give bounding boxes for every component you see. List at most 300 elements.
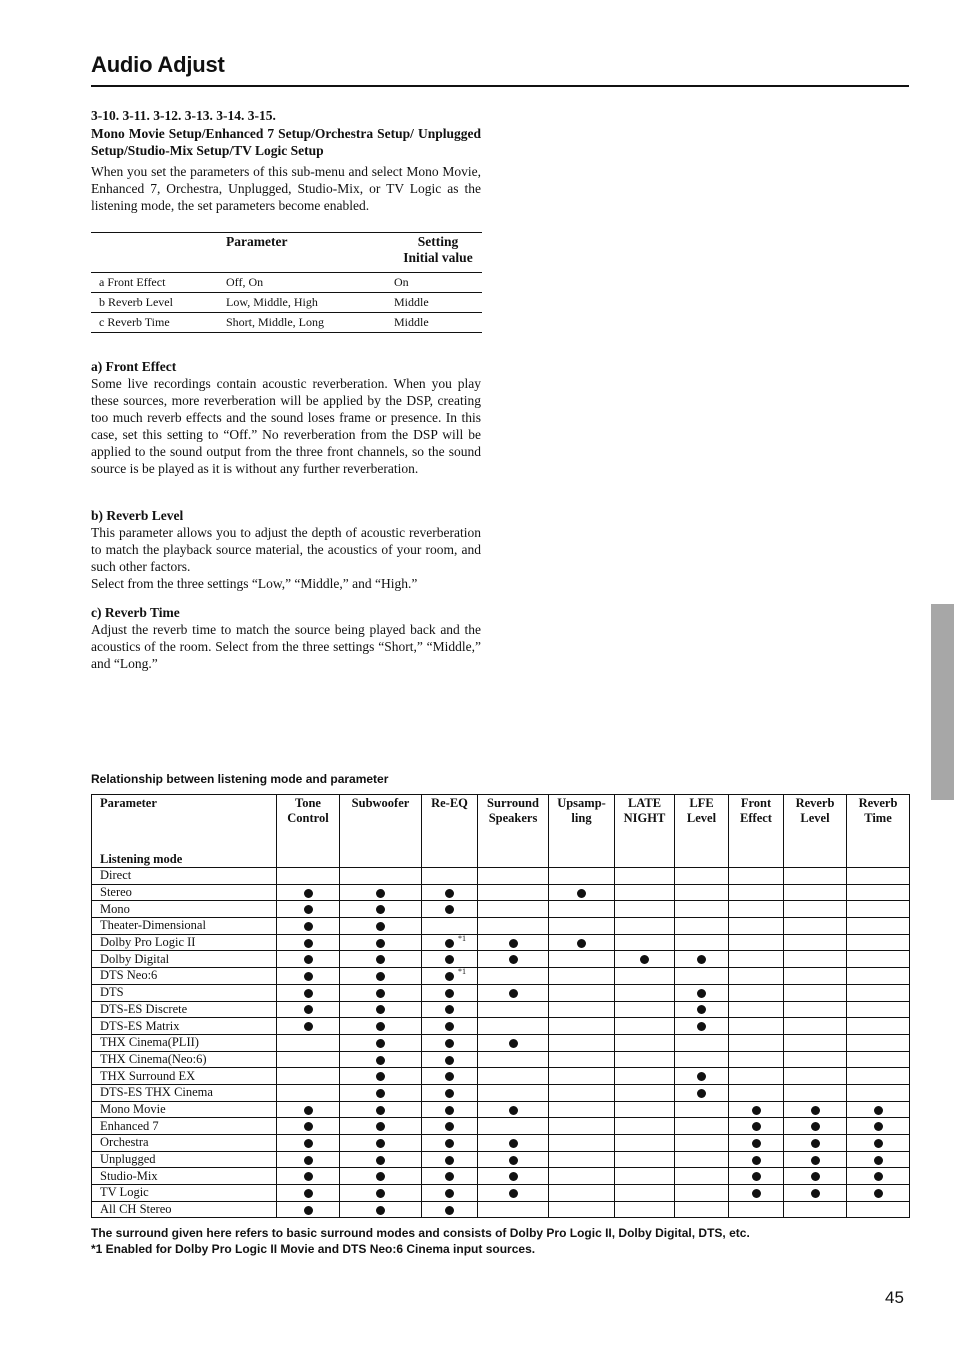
parameter-cell <box>340 1001 422 1018</box>
parameter-cell <box>675 1084 729 1101</box>
enabled-dot-icon <box>445 1035 454 1050</box>
listening-mode-row <box>92 984 910 1001</box>
enabled-dot-icon <box>304 885 313 900</box>
parameter-cell <box>422 884 478 901</box>
parameter-cell <box>729 984 784 1001</box>
parameter-cell <box>784 868 847 885</box>
parameter-cell <box>729 1185 784 1202</box>
listening-mode-row <box>92 1001 910 1018</box>
parameter-cell <box>729 1101 784 1118</box>
parameter-cell <box>729 1084 784 1101</box>
enabled-dot-icon <box>697 1002 706 1017</box>
listening-mode-name: Direct <box>92 868 277 885</box>
parameter-cell <box>675 1101 729 1118</box>
parameter-cell <box>549 1185 615 1202</box>
parameter-cell <box>478 968 549 985</box>
enabled-dot-icon <box>304 1169 313 1184</box>
parameter-cell <box>277 1135 340 1152</box>
parameter-cell <box>478 984 549 1001</box>
parameter-cell <box>729 1018 784 1035</box>
parameter-cell <box>784 1135 847 1152</box>
parameter-cell <box>729 968 784 985</box>
parameter-cell <box>847 968 910 985</box>
page-title: Audio Adjust <box>91 52 225 77</box>
listening-mode-row <box>92 951 910 968</box>
parameter-cell <box>847 884 910 901</box>
enabled-dot-icon <box>445 1185 454 1200</box>
parameter-cell <box>277 1118 340 1135</box>
parameter-cell <box>847 1018 910 1035</box>
parameter-cell <box>784 1201 847 1218</box>
listening-mode-name: DTS-ES Matrix <box>92 1018 277 1035</box>
parameter-cell <box>729 1034 784 1051</box>
enabled-dot-icon <box>445 885 454 900</box>
enabled-dot-icon <box>509 1152 518 1167</box>
parameter-cell <box>615 1201 675 1218</box>
parameter-cell <box>478 1068 549 1085</box>
enabled-dot-icon <box>752 1102 761 1117</box>
parameter-cell <box>478 934 549 951</box>
parameter-cell <box>422 1185 478 1202</box>
enabled-dot-icon <box>376 1102 385 1117</box>
parameter-cell <box>729 901 784 918</box>
enabled-dot-icon <box>874 1119 883 1134</box>
parameter-cell <box>340 901 422 918</box>
parameter-cell <box>784 1034 847 1051</box>
parameter-cell <box>729 868 784 885</box>
parameter-cell <box>478 868 549 885</box>
subsection-body: Some live recordings contain acoustic reverberation. When you play these sources, more reverberation will be applied by the DSP, creating too much reverb effects and the sound loses frame or presence. In this case, set this setting to “Off.” No reverberation from the DSP will be applied to the sound output from the three front channels, so the sound source is be played as it is without any further reverberation. <box>91 376 481 476</box>
listening-mode-name: Enhanced 7 <box>92 1118 277 1135</box>
parameter-cell <box>277 918 340 935</box>
listening-mode-row <box>92 1018 910 1035</box>
enabled-dot-icon <box>874 1135 883 1150</box>
parameter-cell <box>340 1018 422 1035</box>
parameter-cell <box>422 1101 478 1118</box>
parameter-cell <box>422 1118 478 1135</box>
enabled-dot-icon <box>304 1019 313 1034</box>
parameter-cell <box>277 1151 340 1168</box>
parameter-cell <box>729 934 784 951</box>
enabled-dot-icon <box>874 1152 883 1167</box>
param-initial: On <box>394 273 482 293</box>
parameter-cell <box>784 934 847 951</box>
param-values: Short, Middle, Long <box>226 313 394 333</box>
enabled-dot-icon <box>376 952 385 967</box>
surround-note: The surround given here refers to basic surround modes and consists of Dolby Pro Logic II, Dolby Digital, DTS, etc. <box>91 1226 750 1240</box>
enabled-dot-icon <box>509 935 518 950</box>
enabled-dot-icon <box>811 1102 820 1117</box>
parameter-cell <box>549 1118 615 1135</box>
parameter-table <box>91 232 482 333</box>
parameter-cell <box>847 901 910 918</box>
parameter-cell <box>784 918 847 935</box>
parameter-cell <box>277 1101 340 1118</box>
parameter-cell <box>615 1135 675 1152</box>
parameter-cell <box>847 918 910 935</box>
param-initial: Middle <box>394 293 482 313</box>
parameter-cell <box>422 1018 478 1035</box>
parameter-cell <box>478 1201 549 1218</box>
parameter-cell <box>615 951 675 968</box>
enabled-dot-icon <box>304 1202 313 1217</box>
parameter-cell <box>277 1001 340 1018</box>
enabled-dot-icon <box>376 1169 385 1184</box>
parameter-cell <box>478 1084 549 1101</box>
listening-mode-row <box>92 901 910 918</box>
enabled-dot-icon <box>509 1135 518 1150</box>
enabled-dot-icon <box>304 1102 313 1117</box>
param-table-row <box>91 313 482 333</box>
parameter-cell <box>675 1185 729 1202</box>
parameter-cell <box>549 1101 615 1118</box>
enabled-dot-icon <box>697 952 706 967</box>
parameter-cell <box>847 1201 910 1218</box>
enabled-dot-icon <box>811 1119 820 1134</box>
parameter-cell <box>549 968 615 985</box>
listening-mode-row <box>92 1034 910 1051</box>
column-header: Re-EQ <box>422 795 478 868</box>
footnote-marker: *1 <box>458 967 466 977</box>
parameter-cell <box>847 984 910 1001</box>
parameter-cell <box>340 984 422 1001</box>
listening-mode-row <box>92 1201 910 1218</box>
enabled-dot-icon <box>304 1119 313 1134</box>
parameter-cell <box>847 1084 910 1101</box>
enabled-dot-icon <box>811 1169 820 1184</box>
enabled-dot-icon <box>697 1019 706 1034</box>
enabled-dot-icon <box>376 1202 385 1217</box>
parameter-cell <box>340 1101 422 1118</box>
subsection-reverb-time <box>91 604 481 672</box>
section-number: 3-10. 3-11. 3-12. 3-13. 3-14. 3-15. <box>91 108 276 123</box>
subsection-front-effect <box>91 358 481 477</box>
parameter-cell <box>729 1001 784 1018</box>
parameter-cell <box>615 918 675 935</box>
param-table-corner <box>91 233 226 273</box>
parameter-cell <box>784 1101 847 1118</box>
listening-mode-row <box>92 1151 910 1168</box>
parameter-cell <box>277 951 340 968</box>
parameter-cell <box>340 1084 422 1101</box>
section-heading: Mono Movie Setup/Enhanced 7 Setup/Orchestra Setup/ Unplugged Setup/Studio-Mix Setup/TV Logic Setup <box>91 126 481 158</box>
parameter-cell <box>340 951 422 968</box>
parameter-cell <box>784 1118 847 1135</box>
parameter-cell <box>729 1201 784 1218</box>
listening-mode-row <box>92 1051 910 1068</box>
parameter-cell <box>615 1084 675 1101</box>
enabled-dot-icon <box>445 985 454 1000</box>
corner-listening-mode-label: Listening mode <box>100 852 183 866</box>
parameter-cell <box>340 918 422 935</box>
param-values: Low, Middle, High <box>226 293 394 313</box>
enabled-dot-icon <box>509 985 518 1000</box>
enabled-dot-icon <box>445 1119 454 1134</box>
enabled-dot-icon <box>376 968 385 983</box>
enabled-dot-icon <box>304 968 313 983</box>
parameter-cell <box>675 868 729 885</box>
subsection-heading: c) Reverb Time <box>91 605 180 620</box>
enabled-dot-icon <box>445 1202 454 1217</box>
parameter-cell <box>615 901 675 918</box>
enabled-dot-icon <box>577 885 586 900</box>
enabled-dot-icon <box>874 1102 883 1117</box>
parameter-cell <box>549 868 615 885</box>
listening-mode-name: THX Surround EX <box>92 1068 277 1085</box>
parameter-cell <box>478 1118 549 1135</box>
parameter-cell <box>615 1168 675 1185</box>
parameter-cell <box>277 934 340 951</box>
listening-mode-row <box>92 1068 910 1085</box>
enabled-dot-icon <box>304 1135 313 1150</box>
parameter-cell <box>847 1001 910 1018</box>
parameter-cell <box>784 951 847 968</box>
listening-mode-name: TV Logic <box>92 1185 277 1202</box>
listening-mode-name: DTS-ES THX Cinema <box>92 1084 277 1101</box>
parameter-cell <box>478 951 549 968</box>
parameter-cell <box>784 1018 847 1035</box>
parameter-cell <box>615 968 675 985</box>
column-header: Tone Control <box>277 795 340 868</box>
parameter-cell <box>422 1201 478 1218</box>
listening-mode-row <box>92 1101 910 1118</box>
parameter-cell <box>675 1168 729 1185</box>
parameter-cell <box>784 1001 847 1018</box>
param-table-header-setting-line1: Setting <box>417 234 459 249</box>
parameter-cell <box>729 1135 784 1152</box>
enabled-dot-icon <box>445 967 466 983</box>
parameter-cell <box>729 918 784 935</box>
parameter-cell <box>784 1068 847 1085</box>
parameter-cell <box>340 1051 422 1068</box>
subsection-body-2: Select from the three settings “Low,” “Middle,” and “High.” <box>91 576 418 591</box>
subsection-heading: a) Front Effect <box>91 359 177 374</box>
parameter-cell <box>675 1001 729 1018</box>
column-header: LFE Level <box>675 795 729 868</box>
subsection-body: This parameter allows you to adjust the depth of acoustic reverberation to match the playback source material, the acoustics of your room, and such other factors. <box>91 525 481 574</box>
parameter-cell <box>277 1168 340 1185</box>
parameter-cell <box>675 1034 729 1051</box>
parameter-cell <box>675 1135 729 1152</box>
param-initial: Middle <box>394 313 482 333</box>
parameter-cell <box>478 1034 549 1051</box>
enabled-dot-icon <box>697 1069 706 1084</box>
listening-mode-name: Unplugged <box>92 1151 277 1168</box>
parameter-cell <box>847 1185 910 1202</box>
listening-mode-row <box>92 1084 910 1101</box>
parameter-cell <box>478 1168 549 1185</box>
parameter-cell <box>277 1034 340 1051</box>
parameter-cell <box>615 1185 675 1202</box>
parameter-cell <box>675 1018 729 1035</box>
parameter-cell <box>277 901 340 918</box>
parameter-cell <box>847 1051 910 1068</box>
section-intro: When you set the parameters of this sub-menu and select Mono Movie, Enhanced 7, Orchestra, Unplugged, Studio-Mix, or TV Logic as the listening mode, the set parameters become enabled. <box>91 164 481 213</box>
enabled-dot-icon <box>376 885 385 900</box>
parameter-cell <box>340 1168 422 1185</box>
param-table-header-setting-line2: Initial value <box>403 250 473 265</box>
parameter-cell <box>422 934 478 951</box>
section-side-tab <box>931 604 954 800</box>
parameter-cell <box>277 868 340 885</box>
parameter-cell <box>675 968 729 985</box>
listening-mode-name: DTS Neo:6 <box>92 968 277 985</box>
listening-mode-name: Dolby Pro Logic II <box>92 934 277 951</box>
param-name: a Front Effect <box>91 273 226 293</box>
parameter-cell <box>847 1101 910 1118</box>
enabled-dot-icon <box>304 1152 313 1167</box>
listening-mode-name: Mono <box>92 901 277 918</box>
parameter-cell <box>478 918 549 935</box>
parameter-cell <box>340 1201 422 1218</box>
enabled-dot-icon <box>640 952 649 967</box>
enabled-dot-icon <box>304 952 313 967</box>
parameter-cell <box>729 1068 784 1085</box>
parameter-cell <box>422 1135 478 1152</box>
parameter-cell <box>340 884 422 901</box>
parameter-cell <box>478 1185 549 1202</box>
parameter-cell <box>615 1051 675 1068</box>
parameter-cell <box>784 1051 847 1068</box>
parameter-cell <box>277 984 340 1001</box>
parameter-cell <box>784 901 847 918</box>
subsection-body: Adjust the reverb time to match the source being played back and the acoustics of the room. Select from the three settings “Short,” “Middle,” and “Long.” <box>91 622 481 671</box>
parameter-cell <box>675 1201 729 1218</box>
parameter-cell <box>277 1084 340 1101</box>
parameter-cell <box>784 884 847 901</box>
parameter-cell <box>422 918 478 935</box>
parameter-cell <box>847 951 910 968</box>
enabled-dot-icon <box>445 1019 454 1034</box>
parameter-cell <box>549 1018 615 1035</box>
parameter-cell <box>422 1034 478 1051</box>
listening-mode-name: All CH Stereo <box>92 1201 277 1218</box>
enabled-dot-icon <box>445 1169 454 1184</box>
listening-mode-name: Mono Movie <box>92 1101 277 1118</box>
parameter-cell <box>729 1151 784 1168</box>
enabled-dot-icon <box>811 1152 820 1167</box>
parameter-cell <box>340 1135 422 1152</box>
listening-mode-row <box>92 1118 910 1135</box>
enabled-dot-icon <box>445 1069 454 1084</box>
parameter-cell <box>422 1051 478 1068</box>
listening-mode-name: THX Cinema(PLII) <box>92 1034 277 1051</box>
enabled-dot-icon <box>752 1169 761 1184</box>
parameter-cell <box>478 901 549 918</box>
subsection-reverb-level <box>91 507 481 592</box>
parameter-cell <box>675 1151 729 1168</box>
footnote-1: *1 Enabled for Dolby Pro Logic II Movie and DTS Neo:6 Cinema input sources. <box>91 1242 536 1256</box>
parameter-cell <box>847 1151 910 1168</box>
param-name: b Reverb Level <box>91 293 226 313</box>
parameter-cell <box>549 984 615 1001</box>
enabled-dot-icon <box>376 1069 385 1084</box>
parameter-cell <box>478 1135 549 1152</box>
enabled-dot-icon <box>752 1119 761 1134</box>
parameter-cell <box>478 1101 549 1118</box>
listening-mode-row <box>92 1135 910 1152</box>
parameter-cell <box>340 1068 422 1085</box>
parameter-cell <box>615 1118 675 1135</box>
column-header: LATE NIGHT <box>615 795 675 868</box>
parameter-cell <box>340 1185 422 1202</box>
parameter-cell <box>277 968 340 985</box>
parameter-cell <box>675 1051 729 1068</box>
listening-mode-name: DTS-ES Discrete <box>92 1001 277 1018</box>
parameter-cell <box>784 984 847 1001</box>
parameter-cell <box>675 901 729 918</box>
parameter-cell <box>615 884 675 901</box>
listening-mode-row <box>92 868 910 885</box>
enabled-dot-icon <box>752 1152 761 1167</box>
listening-mode-row <box>92 884 910 901</box>
enabled-dot-icon <box>811 1185 820 1200</box>
column-header: Reverb Level <box>784 795 847 868</box>
parameter-cell <box>549 934 615 951</box>
parameter-cell <box>549 1001 615 1018</box>
enabled-dot-icon <box>874 1185 883 1200</box>
parameter-cell <box>478 1001 549 1018</box>
relationship-title: Relationship between listening mode and parameter <box>91 772 389 786</box>
parameter-cell <box>277 884 340 901</box>
parameter-cell <box>675 1118 729 1135</box>
parameter-cell <box>277 1051 340 1068</box>
parameter-cell <box>422 1001 478 1018</box>
parameter-cell <box>549 1034 615 1051</box>
parameter-cell <box>729 884 784 901</box>
enabled-dot-icon <box>376 935 385 950</box>
listening-mode-name: Stereo <box>92 884 277 901</box>
listening-mode-name: Studio-Mix <box>92 1168 277 1185</box>
parameter-cell <box>615 984 675 1001</box>
parameter-cell <box>615 1034 675 1051</box>
parameter-cell <box>549 918 615 935</box>
enabled-dot-icon <box>697 1085 706 1100</box>
enabled-dot-icon <box>304 985 313 1000</box>
listening-mode-row <box>92 1168 910 1185</box>
enabled-dot-icon <box>376 1119 385 1134</box>
enabled-dot-icon <box>304 935 313 950</box>
enabled-dot-icon <box>445 1052 454 1067</box>
enabled-dot-icon <box>752 1185 761 1200</box>
enabled-dot-icon <box>811 1135 820 1150</box>
parameter-cell <box>675 1068 729 1085</box>
enabled-dot-icon <box>509 1185 518 1200</box>
enabled-dot-icon <box>509 1169 518 1184</box>
enabled-dot-icon <box>376 1085 385 1100</box>
parameter-cell <box>549 1068 615 1085</box>
parameter-cell <box>729 951 784 968</box>
enabled-dot-icon <box>376 1052 385 1067</box>
parameter-cell <box>422 901 478 918</box>
parameter-cell <box>729 1051 784 1068</box>
parameter-cell <box>340 868 422 885</box>
enabled-dot-icon <box>445 952 454 967</box>
parameter-cell <box>615 1001 675 1018</box>
title-rule <box>91 85 909 87</box>
parameter-cell <box>549 1201 615 1218</box>
listening-mode-name: Theater-Dimensional <box>92 918 277 935</box>
parameter-cell <box>675 918 729 935</box>
param-name: c Reverb Time <box>91 313 226 333</box>
enabled-dot-icon <box>445 1002 454 1017</box>
enabled-dot-icon <box>445 1152 454 1167</box>
parameter-cell <box>549 1084 615 1101</box>
parameter-cell <box>277 1201 340 1218</box>
parameter-cell <box>422 1068 478 1085</box>
parameter-cell <box>277 1185 340 1202</box>
parameter-cell <box>847 1135 910 1152</box>
